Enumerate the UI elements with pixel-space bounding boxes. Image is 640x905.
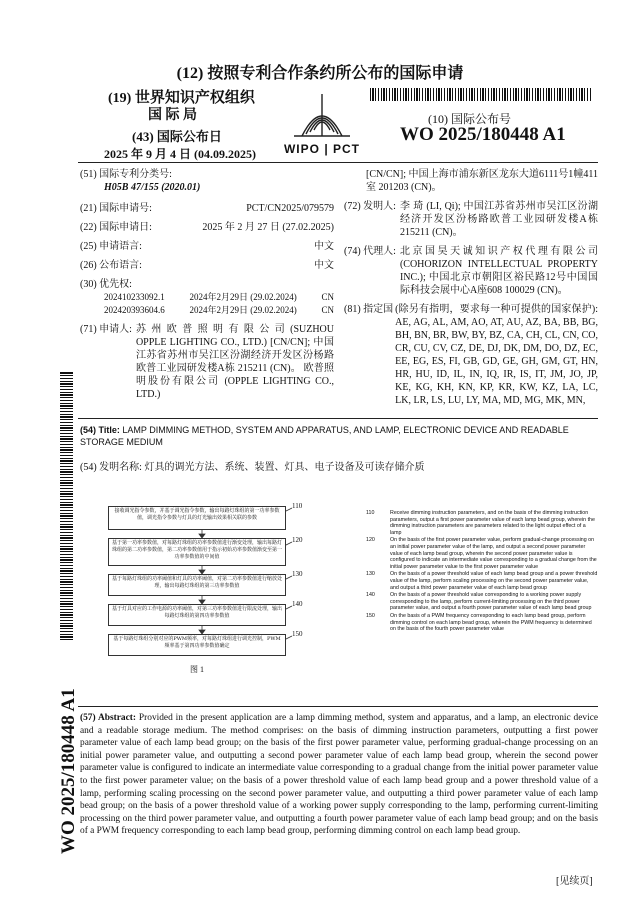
flow-step-ref: 140 — [292, 600, 303, 608]
side-pub-no: WO 2025/180448 A1 — [58, 688, 79, 854]
states-text: (除另有指明，要求每一种可提供的国家保护): AE, AG, AL, AM, AO, AT, AU, AZ, BA, BB, BG, BH, BN, BR, BW, BY, BZ, CA, CH, CL, CN, CO, CR, CU, CV, CZ, DE, DJ, DK, DM, DO, DZ, EC, EE, EG, ES, FI, GB, GD, GE, GH, GM, GT, HN, HR, HU, ID, IL, IN, IQ, IR, IS, IT, JM, JO, JP, KE, KG, KH, KN, KP, KR, KW, KZ, LA, LC, LK, LR, LS, LU, LY, MA, MD, MG, MK, MN, — [395, 304, 598, 406]
abstract — [80, 712, 598, 838]
pub-date-label: (43) 国际公布日 — [132, 129, 222, 144]
priority-cc: CN — [321, 305, 334, 315]
pub-lang: 中文 — [314, 260, 334, 271]
priority-row — [80, 304, 334, 317]
continued-note: [见续页] — [556, 876, 593, 887]
figure-caption: 图 1 — [190, 665, 204, 674]
legend-text: On the basis of the first power parameter value, perform gradual-change processing on an initial power parameter value of the lamp, and output a second power parameter value of each lamp bead group, wherein the second power parameter value is configured to indicate an intermediate value corresponding to a gradual change from the initial power parameter value to the first power parameter value — [390, 537, 597, 570]
legend-ref: 130 — [366, 571, 375, 578]
right-column — [344, 168, 598, 407]
legend-text: On the basis of a power threshold value of each lamp bead group and a power threshold value of the lamp, perform scaling processing on the second power parameter value, and output a third power parameter value of each lamp bead group — [390, 571, 598, 591]
office-code: (19) — [108, 91, 132, 106]
pub-lang-label: (26) 公布语言: — [80, 260, 142, 271]
agent-text: 北京国昊天诚知识产权代理有限公司 (COHORIZON INTELLECTUAL PROPERTY INC.); 中国北京市朝阳区裕民路12号中国国际科技会展中心A座608 100029 (CN)。 — [399, 246, 598, 296]
app-no: PCT/CN2025/079579 — [246, 203, 334, 214]
priority-cc: CN — [321, 292, 334, 302]
figure-legend — [366, 510, 598, 633]
flow-step-box: 接收调光指令参数，并基于调光指令参数，输出每路灯珠组的第一功率参数值，调光指令参数与灯具的灯光输出效果相关联的参数 — [108, 506, 286, 530]
title-cn-text: 灯具的调光方法、系统、装置、灯具、电子设备及可读存储介质 — [144, 462, 425, 473]
priority-label: (30) 优先权: — [80, 279, 132, 290]
abstract-divider — [78, 706, 598, 707]
flowchart-figure — [104, 500, 354, 676]
legend-ref: 150 — [366, 612, 375, 619]
header-divider — [78, 162, 598, 163]
flow-step-box: 基于第一功率参数值，对每路灯珠组的功率参数值进行渐变处理，输出每路灯珠组的第二功率参数值，第二功率参数值用于指示初始功率参数值渐变至第一功率参数值的中间值 — [108, 538, 286, 566]
legend-text: On the basis of a PWM frequency corresponding to each lamp bead group, perform dimming control on each lamp bead group, wherein the PWM frequency is determined on the basis of the fourth power parameter value — [390, 612, 592, 633]
priority-date: 2024年2月29日 (29.02.2024) — [189, 305, 297, 315]
office-name-1: 世界知识产权组织 — [134, 90, 255, 106]
flow-step-ref: 150 — [292, 630, 303, 638]
priority-no: 202410233092.1 — [104, 292, 165, 302]
title-en-label: (54) Title: — [80, 425, 120, 435]
title-divider — [78, 418, 598, 419]
app-no-label: (21) 国际申请号: — [80, 203, 152, 214]
priority-no: 202420393604.6 — [104, 305, 165, 315]
applicant-label: (71) 申请人: — [80, 324, 132, 335]
barcode-top — [370, 88, 592, 101]
flow-step-ref: 110 — [292, 502, 303, 510]
flow-step-ref: 130 — [292, 570, 303, 578]
title-cn — [80, 458, 424, 473]
flow-step-box: 基于每路灯珠组的功率阈值和灯具的功率阈值，对第二功率参数值进行缩放处理，输出每路灯珠组的第三功率参数值 — [108, 574, 286, 596]
legend-ref: 120 — [366, 537, 375, 544]
title-cn-label: (54) 发明名称: — [80, 462, 142, 473]
legend-text: On the basis of a power threshold value corresponding to a working power supply corresponding to the lamp, perform current-limiting processing on the third power parameter value, and output a fourth power parameter value of each lamp bead group — [390, 592, 592, 612]
states-label: (81) 指定国 — [344, 304, 394, 315]
title-en — [80, 424, 598, 448]
applicant-cont: [CN/CN]; 中国上海市浦东新区龙东大道6111号1幢411室 201203 (CN)。 — [366, 169, 598, 193]
legend-ref: 140 — [366, 592, 375, 599]
abstract-text: Provided in the present application are a lamp dimming method, system and apparatus, and a lamp, an electronic device and a readable storage medium. The method comprises: on the basis of dimming instruction parameters, outputting a first power parameter value of each lamp bead group; on the basis of the first power parameter value, performing gradual-change processing on an initial power parameter value, and outputting a second power parameter value of each lamp bead group, wherein the second power parameter value is configured to indicate an intermediate value corresponding to a gradual change from the initial power parameter value to the first power parameter value; on the basis of a power threshold value of each lamp bead group and a power threshold value of a lamp, performing scaling processing on the second power parameter value, and outputting a third power parameter value of each lamp bead group; on the basis of a power threshold value of a working power supply corresponding to the lamp, performing current-limiting processing on the third power parameter value, and outputting a fourth power parameter value of each lamp bead group; and on the basis of a PWM frequency corresponding to each lamp bead group, performing dimming control on each lamp bead group. — [80, 713, 599, 837]
inventor-text: 李 琦 (LI, Qi); 中国江苏省苏州市吴江区汾湖经济开发区汾杨路欧普工业园研发楼A栋 215211 (CN)。 — [399, 201, 598, 238]
pub-no-label: (10) 国际公布号 — [428, 112, 511, 126]
inventor-label: (72) 发明人: — [344, 201, 396, 212]
priority-date: 2024年2月29日 (29.02.2024) — [189, 292, 297, 302]
flow-step-ref: 120 — [292, 536, 303, 544]
filing-date-label: (22) 国际申请日: — [80, 222, 152, 233]
abstract-label: (57) Abstract: — [80, 713, 137, 723]
legend-ref: 110 — [366, 510, 375, 516]
title-en-text: LAMP DIMMING METHOD, SYSTEM AND APPARATUS, AND LAMP, ELECTRONIC DEVICE AND READABLE STORAGE MEDIUM — [80, 425, 569, 447]
pub-no: WO 2025/180448 A1 — [400, 124, 566, 145]
flow-step-box: 基于每路灯珠组分别对应的PWM频率，对每路灯珠组进行调光控制，PWM频率基于第四功率参数值确定 — [108, 634, 286, 656]
flow-step-box: 基于灯具对应的工作电源的功率阈值，对第三功率参数值进行限流处理，输出每路灯珠组的第四功率参数值 — [108, 604, 286, 626]
left-column — [80, 168, 334, 401]
ipc-value: H05B 47/155 (2020.01) — [104, 182, 201, 193]
priority-row — [80, 291, 334, 304]
office-name-2: 国 际 局 — [148, 108, 197, 123]
filing-lang-label: (25) 申请语言: — [80, 241, 142, 252]
filing-date: 2025 年 2 月 27 日 (27.02.2025) — [202, 222, 334, 233]
barcode-side — [60, 372, 73, 640]
agent-label: (74) 代理人: — [344, 246, 396, 257]
wipo-logo-text: WIPO | PCT — [283, 142, 361, 156]
filing-lang: 中文 — [314, 241, 334, 252]
ipc-label: (51) 国际专利分类号: — [80, 169, 172, 180]
applicant-text: 苏 州 欧 普 照 明 有 限 公 司 (SUZHOU OPPLE LIGHTING CO., LTD.) [CN/CN]; 中国江苏省苏州市吴江区汾湖经济开发区汾杨路欧普工业园研发楼A栋 215211 (CN)。 欧普照明股份有限公司 (OPPLE LIGHTING CO., LTD.) — [135, 324, 334, 400]
legend-text: Receive dimming instruction parameters, and on the basis of the dimming instruction parameters, output a first power parameter value of each lamp bead group, wherein the dimming instruction parameters are parameters related to the light output effect of a lamp — [390, 510, 595, 536]
document-title: (12) 按照专利合作条约所公布的国际申请 — [176, 65, 464, 82]
pub-date: 2025 年 9 月 4 日 (04.09.2025) — [104, 147, 256, 161]
